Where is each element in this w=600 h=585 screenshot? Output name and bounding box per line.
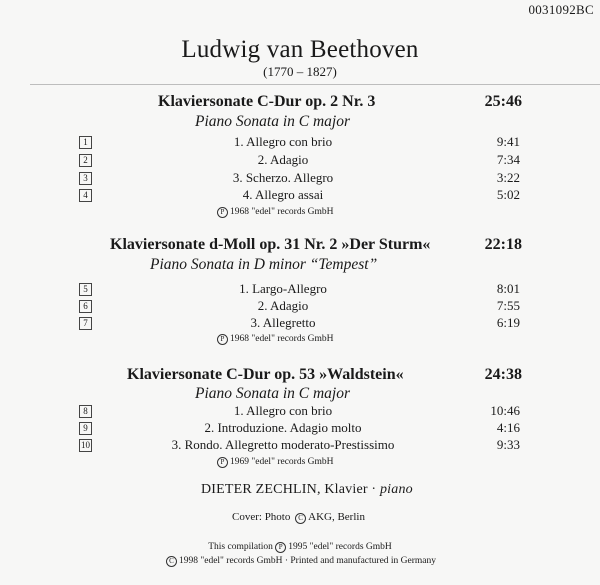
track-number-box: 8 <box>79 405 92 418</box>
track-duration: 7:55 <box>496 298 520 313</box>
phonogram-icon: P <box>217 334 228 345</box>
track-duration: 7:34 <box>496 152 520 167</box>
copyright-icon: C <box>295 513 306 524</box>
track-duration: 6:19 <box>496 315 520 330</box>
copyright-text: 1968 "edel" records GmbH <box>230 334 334 344</box>
performer-role: piano <box>379 482 413 497</box>
track-number-box: 7 <box>79 317 92 330</box>
sonata-2-title: Klaviersonate d-Moll op. 31 Nr. 2 »Der Sturm« <box>110 236 431 253</box>
composer-dates: (1770 – 1827) <box>263 64 337 79</box>
copyright-text: 1968 "edel" records GmbH <box>230 207 334 217</box>
sonata-2-duration: 22:18 <box>484 236 522 253</box>
footer-rights <box>0 556 600 567</box>
divider-rule <box>30 84 600 85</box>
track-number-box: 2 <box>79 154 92 167</box>
sonata-2-subtitle: Piano Sonata in D minor “Tempest” <box>150 256 378 273</box>
track-number-box: 1 <box>79 136 92 149</box>
track-title: 2. Adagio <box>257 152 309 167</box>
track-title: 4. Allegro assai <box>242 187 324 202</box>
track-duration: 9:33 <box>496 437 520 452</box>
performer-credit <box>201 482 413 498</box>
track-title: 2. Introduzione. Adagio molto <box>204 420 362 435</box>
sonata-3-subtitle: Piano Sonata in C major <box>195 385 351 402</box>
cover-prefix: Cover: Photo <box>232 511 291 523</box>
track-duration: 10:46 <box>490 403 520 418</box>
track-duration: 5:02 <box>496 187 520 202</box>
cover-credit <box>232 511 365 524</box>
track-title: 3. Scherzo. Allegro <box>232 170 334 185</box>
track-title: 1. Largo-Allegro <box>239 281 327 296</box>
track-duration: 3:22 <box>496 170 520 185</box>
sonata-1-duration: 25:46 <box>484 93 522 110</box>
track-number-box: 3 <box>79 172 92 185</box>
track-number-box: 5 <box>79 283 92 296</box>
sonata-1-copyright <box>217 207 334 218</box>
track-number-box: 10 <box>81 440 90 450</box>
copyright-icon: C <box>166 556 177 567</box>
sonata-2-copyright <box>217 334 334 345</box>
track-number-box: 4 <box>79 189 92 202</box>
footer-compilation-text: 1995 "edel" records GmbH <box>288 542 392 552</box>
track-duration: 9:41 <box>496 134 520 149</box>
track-title: 1. Allegro con brio <box>233 403 333 418</box>
phonogram-icon: P <box>217 457 228 468</box>
sonata-3-title: Klaviersonate C-Dur op. 53 »Waldstein« <box>127 366 404 383</box>
sonata-3-duration: 24:38 <box>484 366 522 383</box>
track-title: 3. Rondo. Allegretto moderato-Prestissimo <box>171 437 395 452</box>
track-title: 1. Allegro con brio <box>233 134 333 149</box>
footer-rights-text: 1998 "edel" records GmbH · Printed and manufactured in Germany <box>178 556 437 566</box>
track-duration: 8:01 <box>496 281 520 296</box>
track-title: 2. Adagio <box>257 298 309 313</box>
sonata-3-copyright <box>217 457 334 468</box>
phonogram-icon: P <box>217 207 228 218</box>
copyright-text: 1969 "edel" records GmbH <box>230 457 334 467</box>
composer-name: Ludwig van Beethoven <box>181 36 419 63</box>
track-number-box: 6 <box>79 300 92 313</box>
footer-compilation <box>0 542 600 553</box>
performer-name: DIETER ZECHLIN, Klavier · <box>201 482 380 497</box>
catalog-number: 0031092BC <box>528 2 594 17</box>
cover-credit-text: AKG, Berlin <box>308 511 365 523</box>
footer-compilation-prefix: This compilation <box>208 542 273 552</box>
track-number-box: 9 <box>79 422 92 435</box>
track-title: 3. Allegretto <box>250 315 316 330</box>
sonata-1-title: Klaviersonate C-Dur op. 2 Nr. 3 <box>158 93 376 110</box>
phonogram-icon: P <box>275 542 286 553</box>
track-duration: 4:16 <box>496 420 520 435</box>
sonata-1-subtitle: Piano Sonata in C major <box>195 113 351 130</box>
